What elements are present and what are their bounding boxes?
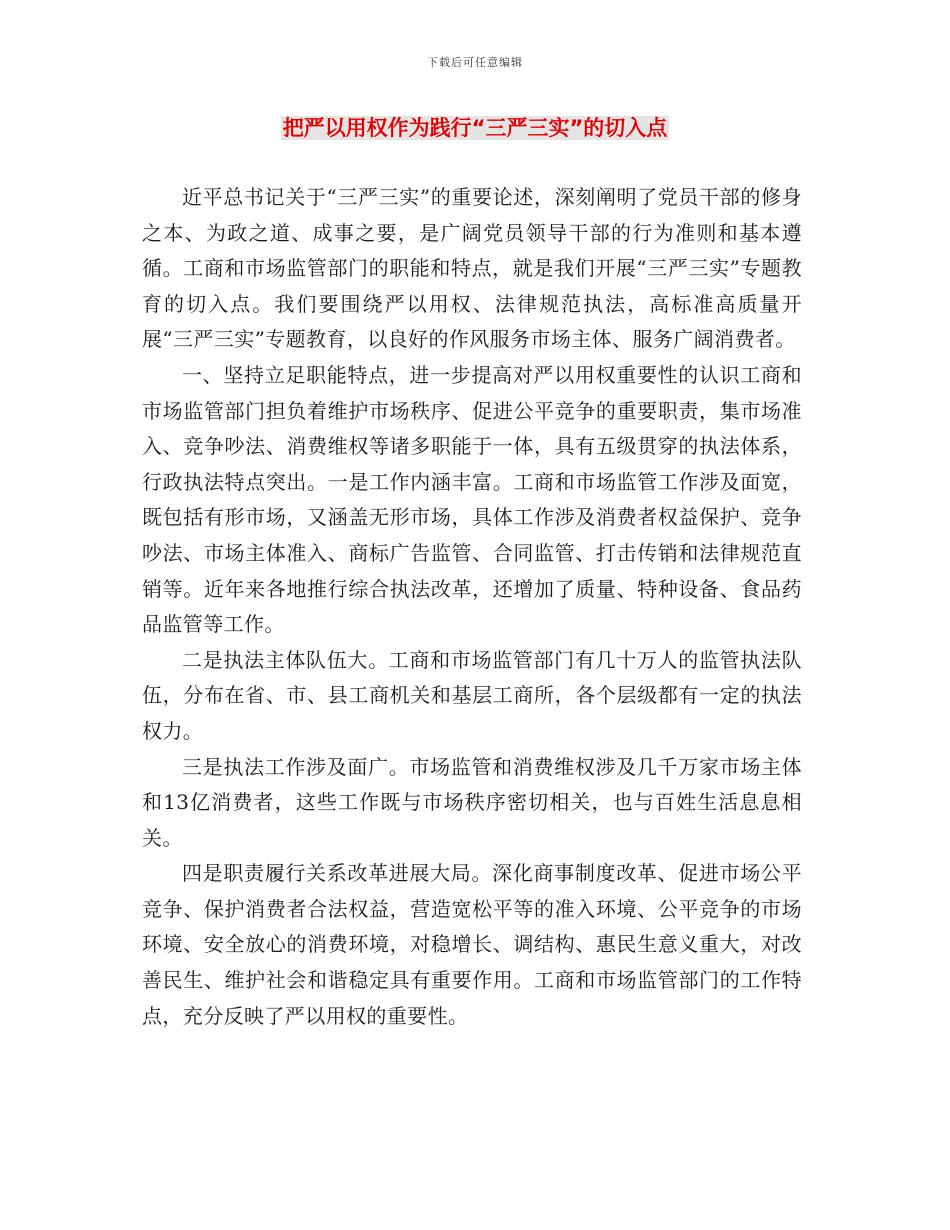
document-title xyxy=(0,112,950,144)
document-body xyxy=(142,180,802,1034)
paragraph-point-two: 二是执法主体队伍大。工商和市场监管部门有几十万人的监管执法队伍，分布在省、市、县工商机关和基层工商所，各个层级都有一定的执法权力。 xyxy=(142,647,802,743)
paragraph-section-one: 一、坚持立足职能特点，进一步提高对严以用权重要性的认识工商和市场监管部门担负着维护市场秩序、促进公平竞争的重要职责，集市场准入、竞争吵法、消费维权等诸多职能于一体，具有五级贯穿的执法体系，行政执法特点突出。一是工作内涵丰富。工商和市场监管工作涉及面宽，既包括有形市场，又涵盖无形市场，具体工作涉及消费者权益保护、竞争吵法、市场主体准入、商标广告监管、合同监管、打击传销和法律规范直销等。近年来各地推行综合执法改革，还增加了质量、特种设备、食品药品监管等工作。 xyxy=(142,362,802,637)
paragraph-point-four: 四是职责履行关系改革进展大局。深化商事制度改革、促进市场公平竞争、保护消费者合法权益，营造宽松平等的准入环境、公平竞争的市场环境、安全放心的消费环境，对稳增长、调结构、惠民生意义重大，对改善民生、维护社会和谐稳定具有重要作用。工商和市场监管部门的工作特点，充分反映了严以用权的重要性。 xyxy=(142,861,802,1028)
paragraph-point-three: 三是执法工作涉及面广。市场监管和消费维权涉及几千万家市场主体和13亿消费者，这些工作既与市场秩序密切相关，也与百姓生活息息相关。 xyxy=(142,754,802,850)
document-title-text: 把严以用权作为践行“三严三实”的切入点 xyxy=(282,116,668,140)
page-header: 下载后可任意编辑 xyxy=(427,56,523,69)
paragraph-intro: 近平总书记关于“三严三实”的重要论述，深刻阐明了党员干部的修身之本、为政之道、成事之要，是广阔党员领导干部的行为准则和基本遵循。工商和市场监管部门的职能和特点，就是我们开展“三严三实”专题教育的切入点。我们要围绕严以用权、法律规范执法，高标准高质量开展“三严三实”专题教育，以良好的作风服务市场主体、服务广阔消费者。 xyxy=(142,185,802,352)
